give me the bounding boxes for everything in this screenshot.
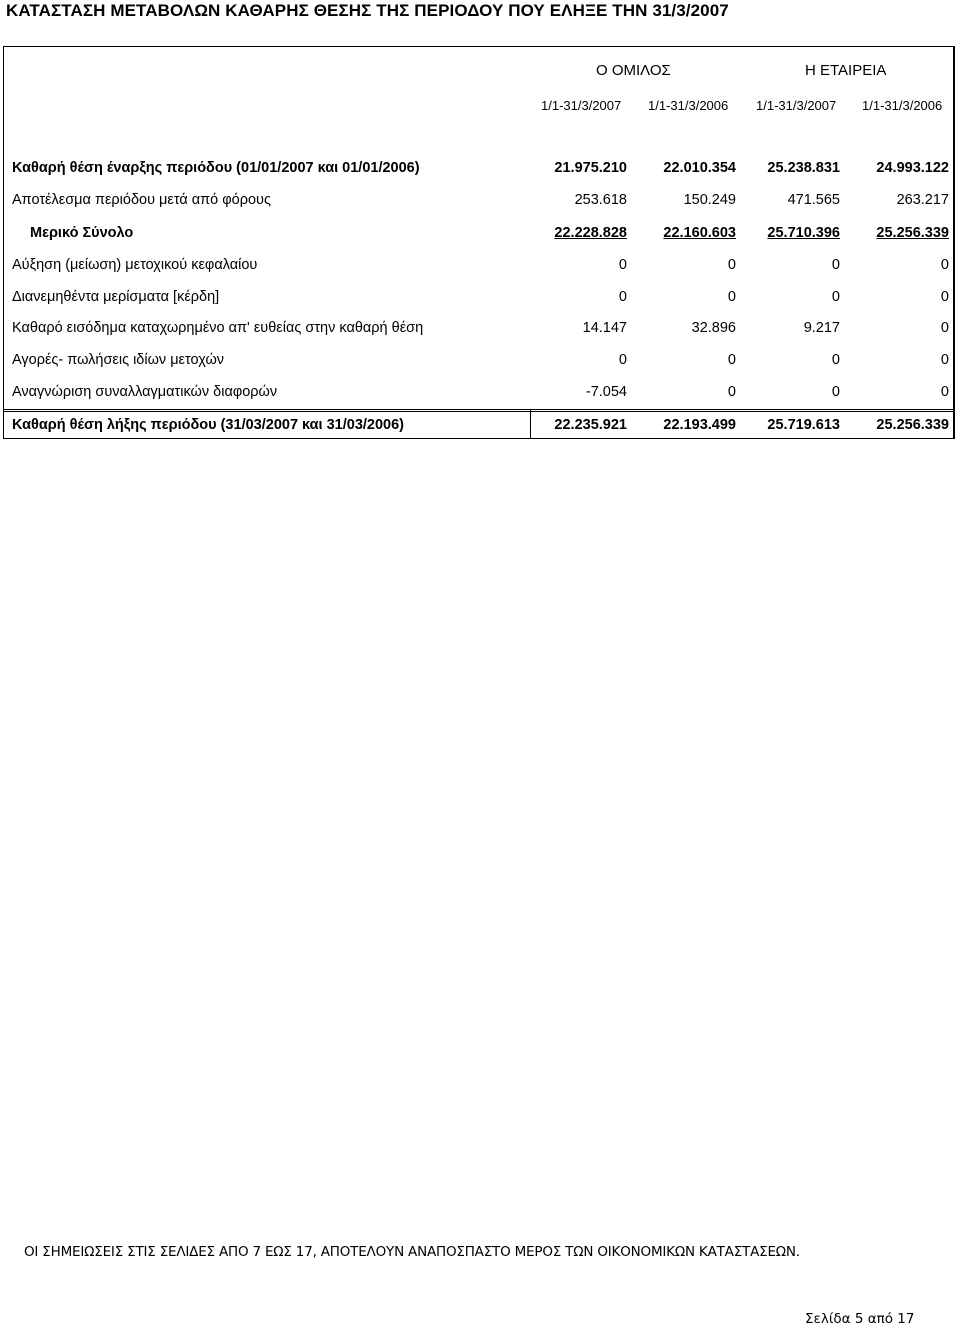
row-label-dividends: Διανεμηθέντα μερίσματα [κέρδη] — [12, 289, 220, 305]
cell-fx-company-2007: 0 — [831, 384, 840, 400]
group-header-company: Η ΕΤΑΙΡΕΙΑ — [805, 62, 887, 79]
period-header-1: 1/1-31/3/2007 — [541, 98, 622, 113]
cell-opening-company-2006: 24.993.122 — [876, 160, 949, 176]
cell-capital-group-2006: 0 — [727, 257, 736, 273]
cell-treasury-company-2007: 0 — [831, 352, 840, 368]
cell-closing-group-2006: 22.193.499 — [663, 417, 736, 433]
row-label-share-capital: Αύξηση (μείωση) μετοχικού κεφαλαίου — [12, 257, 258, 273]
cell-subtotal-company-2007: 25.710.396 — [767, 225, 840, 241]
cell-direct-company-2006: 0 — [940, 320, 949, 336]
cell-subtotal-company-2006: 25.256.339 — [876, 225, 949, 241]
cell-treasury-company-2006: 0 — [940, 352, 949, 368]
row-label-period-result: Αποτέλεσμα περιόδου μετά από φόρους — [12, 192, 271, 208]
cell-direct-group-2006: 32.896 — [691, 320, 736, 336]
cell-treasury-group-2007: 0 — [618, 352, 627, 368]
cell-fx-group-2007: -7.054 — [585, 384, 627, 400]
cell-direct-company-2007: 9.217 — [803, 320, 840, 336]
total-row-top-border — [3, 409, 954, 410]
total-row-top-border-double — [3, 411, 954, 412]
cell-result-company-2007: 471.565 — [787, 192, 840, 208]
period-header-2: 1/1-31/3/2006 — [648, 98, 729, 113]
cell-result-group-2007: 253.618 — [574, 192, 627, 208]
cell-direct-group-2007: 14.147 — [582, 320, 627, 336]
page-title: ΚΑΤΑΣΤΑΣΗ ΜΕΤΑΒΟΛΩΝ ΚΑΘΑΡΗΣ ΘΕΣΗΣ ΤΗΣ ΠΕΡΙΟΔΟΥ ΠΟΥ ΕΛΗΞΕ ΤΗΝ 31/3/2007 — [6, 1, 729, 20]
cell-capital-group-2007: 0 — [618, 257, 627, 273]
period-header-3: 1/1-31/3/2007 — [756, 98, 837, 113]
cell-closing-group-2007: 22.235.921 — [554, 417, 627, 433]
cell-opening-company-2007: 25.238.831 — [767, 160, 840, 176]
cell-opening-group-2007: 21.975.210 — [554, 160, 627, 176]
row-label-fx-differences: Αναγνώριση συναλλαγματικών διαφορών — [12, 384, 278, 400]
cell-result-company-2006: 263.217 — [896, 192, 949, 208]
cell-dividends-group-2007: 0 — [618, 289, 627, 305]
period-header-4: 1/1-31/3/2006 — [862, 98, 943, 113]
cell-dividends-company-2007: 0 — [831, 289, 840, 305]
cell-result-group-2006: 150.249 — [683, 192, 736, 208]
cell-dividends-company-2006: 0 — [940, 289, 949, 305]
page-number: Σελίδα 5 από 17 — [805, 1311, 915, 1327]
row-label-subtotal: Μερικό Σύνολο — [30, 225, 134, 241]
total-row-separator-1 — [530, 410, 531, 439]
cell-fx-company-2006: 0 — [940, 384, 949, 400]
group-header-group: Ο ΟΜΙΛΟΣ — [596, 62, 671, 79]
footer-notes-disclaimer: ΟΙ ΣΗΜΕΙΩΣΕΙΣ ΣΤΙΣ ΣΕΛΙΔΕΣ ΑΠΟ 7 ΕΩΣ 17, ΑΠΟΤΕΛΟΥΝ ΑΝΑΠΟΣΠΑΣΤΟ ΜΕΡΟΣ ΤΩΝ ΟΙΚΟΝΟΜΙΚΩΝ ΚΑΤΑΣΤΑΣΕΩΝ. — [24, 1244, 800, 1260]
row-label-opening-equity: Καθαρή θέση έναρξης περιόδου (01/01/2007 και 01/01/2006) — [12, 160, 420, 176]
cell-treasury-group-2006: 0 — [727, 352, 736, 368]
cell-closing-company-2006: 25.256.339 — [876, 417, 949, 433]
cell-capital-company-2007: 0 — [831, 257, 840, 273]
cell-subtotal-group-2006: 22.160.603 — [663, 225, 736, 241]
cell-capital-company-2006: 0 — [940, 257, 949, 273]
cell-fx-group-2006: 0 — [727, 384, 736, 400]
row-label-treasury-shares: Αγορές- πωλήσεις ιδίων μετοχών — [12, 352, 225, 368]
cell-opening-group-2006: 22.010.354 — [663, 160, 736, 176]
cell-subtotal-group-2007: 22.228.828 — [554, 225, 627, 241]
row-label-closing-equity: Καθαρή θέση λήξης περιόδου (31/03/2007 και 31/03/2006) — [12, 417, 405, 433]
row-label-direct-equity-income: Καθαρό εισόδημα καταχωρημένο απ' ευθείας στην καθαρή θέση — [12, 320, 424, 336]
cell-closing-company-2007: 25.719.613 — [767, 417, 840, 433]
cell-dividends-group-2006: 0 — [727, 289, 736, 305]
